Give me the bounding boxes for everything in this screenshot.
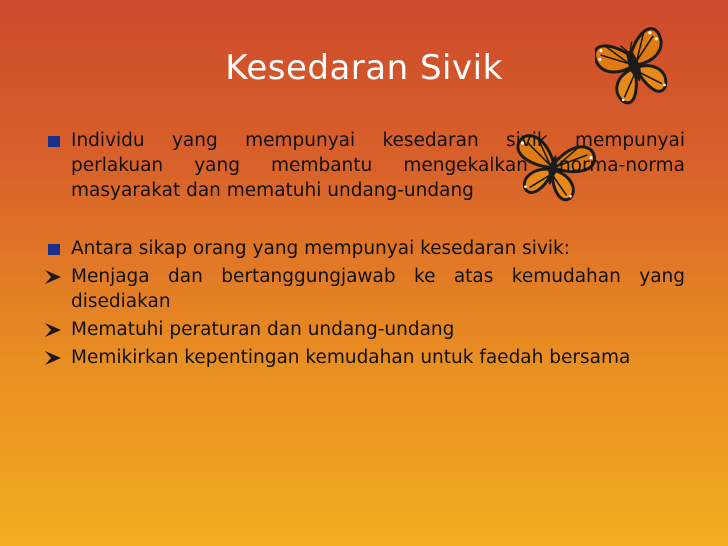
bullet-line: Memikirkan kepentingan kemudahan untuk faedah bersama — [71, 347, 631, 368]
arrow-bullet-icon — [44, 269, 62, 285]
square-bullet-icon — [48, 136, 60, 147]
slide-content — [44, 128, 685, 370]
bullet-line: Antara sikap orang yang mempunyai kesedaran sivik: — [71, 238, 570, 259]
arrow-bullet-icon — [44, 322, 62, 338]
bullet-line: Individu yang mempunyai kesedaran sivik mempunyai — [71, 130, 685, 151]
bullet-line: perlakuan yang membantu mengekalkan norma-norma — [71, 155, 685, 176]
sub-bullet-item-3 — [44, 345, 685, 370]
slide-title: Kesedaran Sivik — [225, 48, 503, 88]
bullet-line: masyarakat dan mematuhi undang-undang — [71, 180, 474, 201]
bullet-item-1 — [44, 128, 685, 203]
bullet-line: disediakan — [71, 291, 171, 312]
arrow-bullet-icon — [44, 350, 62, 366]
sub-bullet-item-2 — [44, 317, 685, 342]
bullet-line: Menjaga dan bertanggungjawab ke atas kemudahan yang — [71, 266, 685, 287]
butterfly-top-right-image — [595, 22, 675, 114]
sub-bullet-item-1 — [44, 264, 685, 314]
square-bullet-icon — [48, 244, 60, 255]
bullet-line: Mematuhi peraturan dan undang-undang — [71, 319, 455, 340]
bullet-item-2 — [44, 236, 685, 261]
